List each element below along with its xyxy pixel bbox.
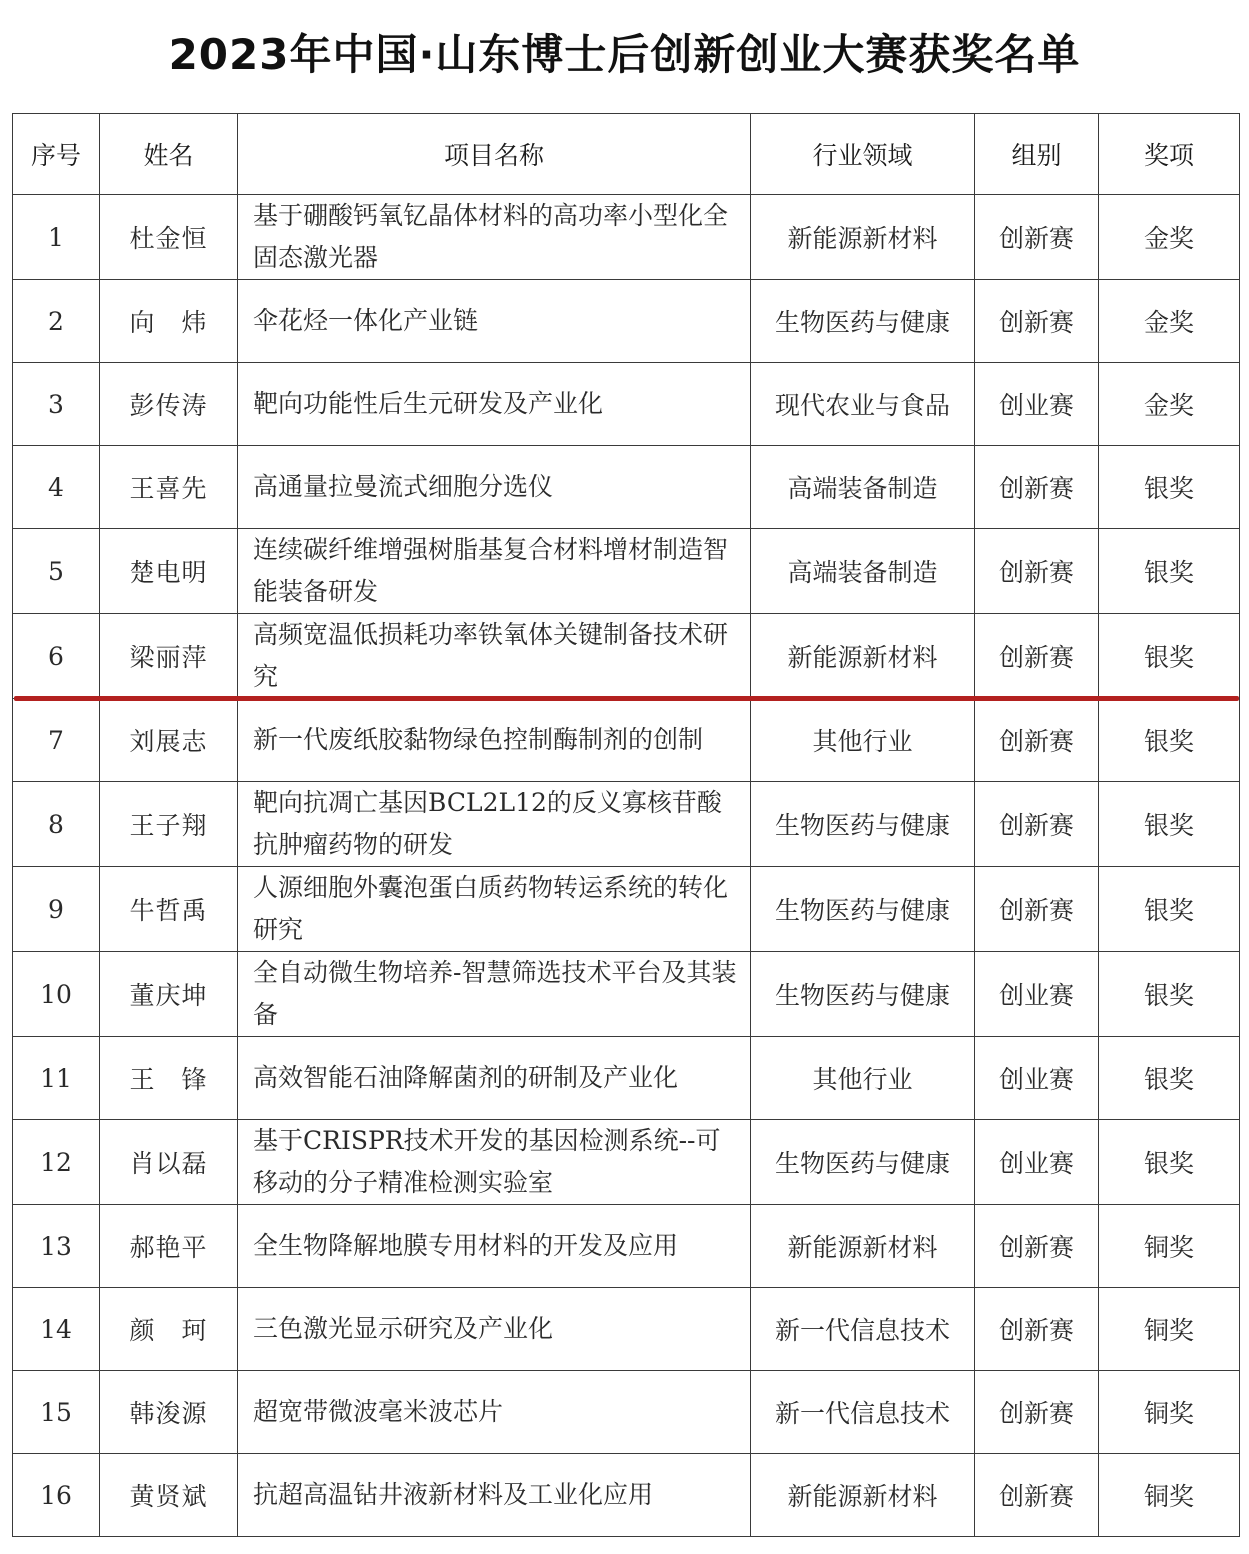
cell-award: 银奖 — [1099, 782, 1240, 867]
cell-group: 创业赛 — [975, 952, 1099, 1037]
cell-field: 生物医药与健康 — [751, 280, 975, 363]
cell-group: 创新赛 — [975, 867, 1099, 952]
cell-name: 刘展志 — [100, 699, 238, 782]
cell-group: 创业赛 — [975, 363, 1099, 446]
cell-group: 创新赛 — [975, 446, 1099, 529]
cell-group: 创新赛 — [975, 614, 1099, 699]
table-row — [13, 1037, 1240, 1120]
cell-no: 12 — [13, 1120, 100, 1205]
cell-award: 金奖 — [1099, 195, 1240, 280]
cell-field: 新能源新材料 — [751, 614, 975, 699]
cell-field: 现代农业与食品 — [751, 363, 975, 446]
cell-no: 13 — [13, 1205, 100, 1288]
cell-project: 高频宽温低损耗功率铁氧体关键制备技术研究 — [238, 614, 751, 699]
header-row — [13, 114, 1240, 195]
cell-name: 牛哲禹 — [100, 867, 238, 952]
cell-name: 黄贤斌 — [100, 1454, 238, 1537]
header-name: 姓名 — [100, 114, 238, 195]
cell-project: 超宽带微波毫米波芯片 — [238, 1371, 751, 1454]
cell-field: 新一代信息技术 — [751, 1288, 975, 1371]
cell-group: 创新赛 — [975, 1454, 1099, 1537]
cell-field: 高端装备制造 — [751, 446, 975, 529]
cell-project: 全生物降解地膜专用材料的开发及应用 — [238, 1205, 751, 1288]
table-row — [13, 195, 1240, 280]
cell-field: 新一代信息技术 — [751, 1371, 975, 1454]
table-row — [13, 614, 1240, 699]
cell-no: 3 — [13, 363, 100, 446]
cell-no: 2 — [13, 280, 100, 363]
table-row — [13, 867, 1240, 952]
cell-award: 铜奖 — [1099, 1371, 1240, 1454]
cell-group: 创新赛 — [975, 280, 1099, 363]
cell-field: 高端装备制造 — [751, 529, 975, 614]
cell-name: 王 锋 — [100, 1037, 238, 1120]
cell-field: 其他行业 — [751, 699, 975, 782]
cell-no: 1 — [13, 195, 100, 280]
cell-group: 创新赛 — [975, 1288, 1099, 1371]
cell-project: 高效智能石油降解菌剂的研制及产业化 — [238, 1037, 751, 1120]
cell-field: 生物医药与健康 — [751, 952, 975, 1037]
cell-award: 银奖 — [1099, 1120, 1240, 1205]
table-row — [13, 1205, 1240, 1288]
cell-award: 铜奖 — [1099, 1205, 1240, 1288]
table-row — [13, 699, 1240, 782]
cell-field: 其他行业 — [751, 1037, 975, 1120]
cell-no: 8 — [13, 782, 100, 867]
cell-award: 银奖 — [1099, 699, 1240, 782]
cell-group: 创业赛 — [975, 1120, 1099, 1205]
cell-field: 新能源新材料 — [751, 1454, 975, 1537]
table-row — [13, 446, 1240, 529]
table-row — [13, 1120, 1240, 1205]
cell-project: 靶向功能性后生元研发及产业化 — [238, 363, 751, 446]
header-field: 行业领域 — [751, 114, 975, 195]
cell-project: 连续碳纤维增强树脂基复合材料增材制造智能装备研发 — [238, 529, 751, 614]
table-row — [13, 1288, 1240, 1371]
cell-name: 楚电明 — [100, 529, 238, 614]
header-group: 组别 — [975, 114, 1099, 195]
cell-name: 董庆坤 — [100, 952, 238, 1037]
cell-project: 人源细胞外囊泡蛋白质药物转运系统的转化研究 — [238, 867, 751, 952]
cell-name: 向 炜 — [100, 280, 238, 363]
table-row — [13, 952, 1240, 1037]
cell-no: 7 — [13, 699, 100, 782]
cell-no: 16 — [13, 1454, 100, 1537]
cell-group: 创新赛 — [975, 195, 1099, 280]
cell-group: 创业赛 — [975, 1037, 1099, 1120]
cell-award: 银奖 — [1099, 614, 1240, 699]
cell-award: 银奖 — [1099, 952, 1240, 1037]
cell-name: 梁丽萍 — [100, 614, 238, 699]
cell-project: 高通量拉曼流式细胞分选仪 — [238, 446, 751, 529]
cell-name: 杜金恒 — [100, 195, 238, 280]
awards-table — [12, 113, 1240, 1537]
cell-no: 4 — [13, 446, 100, 529]
cell-project: 靶向抗凋亡基因BCL2L12的反义寡核苷酸抗肿瘤药物的研发 — [238, 782, 751, 867]
cell-group: 创新赛 — [975, 699, 1099, 782]
cell-no: 14 — [13, 1288, 100, 1371]
table-row — [13, 363, 1240, 446]
cell-name: 彭传涛 — [100, 363, 238, 446]
cell-field: 新能源新材料 — [751, 1205, 975, 1288]
cell-no: 10 — [13, 952, 100, 1037]
cell-field: 生物医药与健康 — [751, 867, 975, 952]
cell-group: 创新赛 — [975, 782, 1099, 867]
page-title: 2023年中国·山东博士后创新创业大赛获奖名单 — [168, 30, 1081, 79]
cell-award: 铜奖 — [1099, 1288, 1240, 1371]
table-row — [13, 529, 1240, 614]
cell-name: 颜 珂 — [100, 1288, 238, 1371]
cell-no: 15 — [13, 1371, 100, 1454]
cell-award: 银奖 — [1099, 1037, 1240, 1120]
cell-no: 9 — [13, 867, 100, 952]
cell-project: 基于硼酸钙氧钇晶体材料的高功率小型化全固态激光器 — [238, 195, 751, 280]
cell-project: 全自动微生物培养-智慧筛选技术平台及其装备 — [238, 952, 751, 1037]
cell-project: 基于CRISPR技术开发的基因检测系统--可移动的分子精准检测实验室 — [238, 1120, 751, 1205]
cell-name: 肖以磊 — [100, 1120, 238, 1205]
cell-field: 生物医药与健康 — [751, 782, 975, 867]
cell-award: 银奖 — [1099, 867, 1240, 952]
cell-name: 韩浚源 — [100, 1371, 238, 1454]
header-award: 奖项 — [1099, 114, 1240, 195]
cell-award: 银奖 — [1099, 446, 1240, 529]
cell-award: 银奖 — [1099, 529, 1240, 614]
cell-name: 王喜先 — [100, 446, 238, 529]
cell-name: 王子翔 — [100, 782, 238, 867]
cell-no: 6 — [13, 614, 100, 699]
cell-group: 创新赛 — [975, 1205, 1099, 1288]
header-project: 项目名称 — [238, 114, 751, 195]
cell-award: 金奖 — [1099, 280, 1240, 363]
highlight-red-line — [14, 696, 1239, 701]
cell-field: 新能源新材料 — [751, 195, 975, 280]
cell-name: 郝艳平 — [100, 1205, 238, 1288]
cell-award: 铜奖 — [1099, 1454, 1240, 1537]
cell-project: 三色激光显示研究及产业化 — [238, 1288, 751, 1371]
table-row — [13, 782, 1240, 867]
cell-group: 创新赛 — [975, 529, 1099, 614]
cell-project: 伞花烃一体化产业链 — [238, 280, 751, 363]
cell-project: 新一代废纸胶黏物绿色控制酶制剂的创制 — [238, 699, 751, 782]
table-row — [13, 280, 1240, 363]
cell-project: 抗超高温钻井液新材料及工业化应用 — [238, 1454, 751, 1537]
table-row — [13, 1371, 1240, 1454]
cell-award: 金奖 — [1099, 363, 1240, 446]
cell-no: 5 — [13, 529, 100, 614]
cell-field: 生物医药与健康 — [751, 1120, 975, 1205]
cell-group: 创新赛 — [975, 1371, 1099, 1454]
cell-no: 11 — [13, 1037, 100, 1120]
table-row — [13, 1454, 1240, 1537]
header-no: 序号 — [13, 114, 100, 195]
